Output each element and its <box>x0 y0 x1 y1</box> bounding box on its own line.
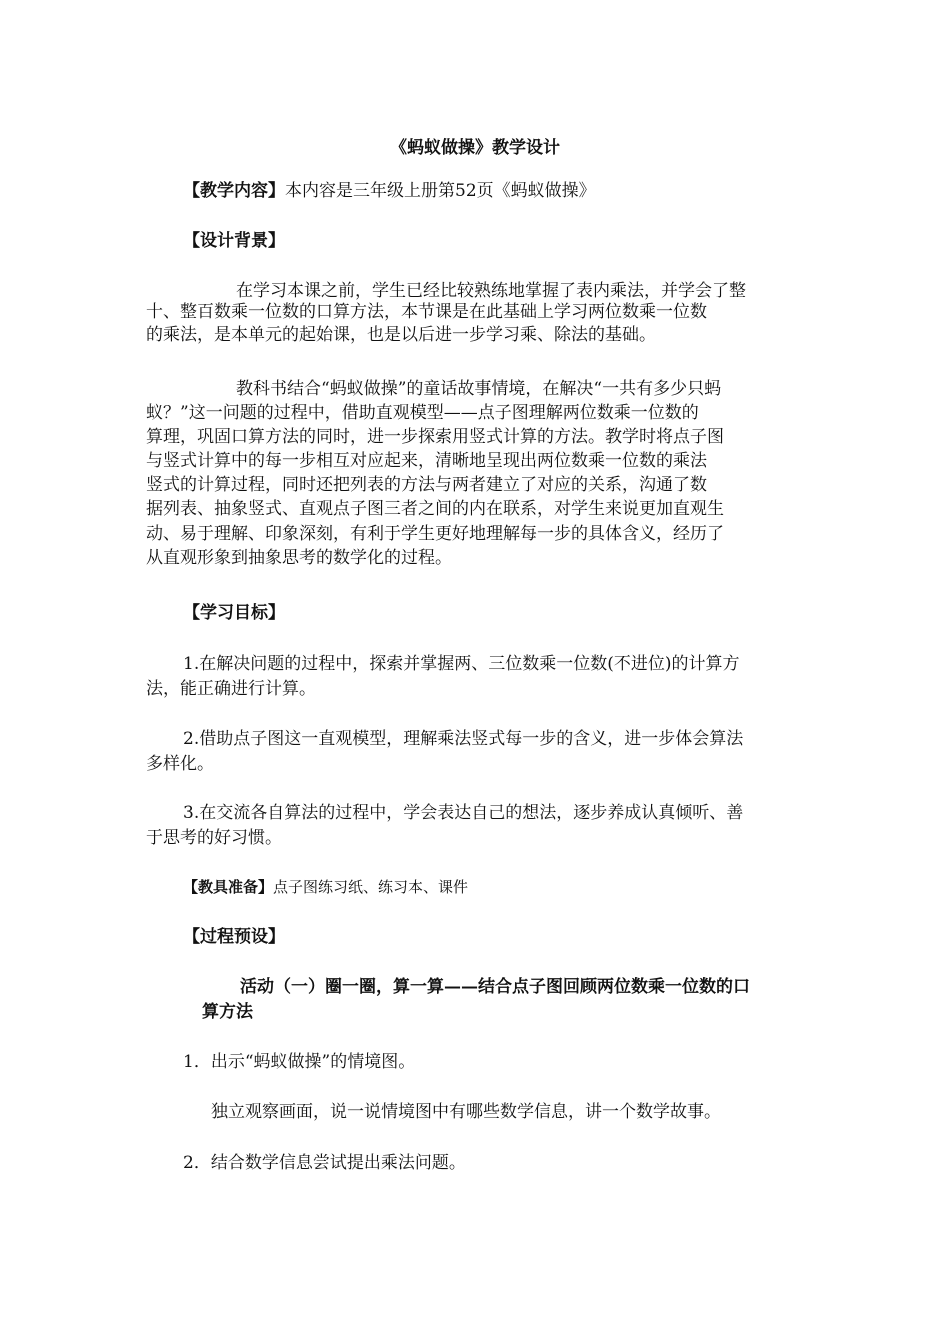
step-2: 2．结合数学信息尝试提出乘法问题。 <box>183 1153 466 1173</box>
background-p2-line-7: 动、易于理解、印象深刻，有利于学生更好地理解每一步的具体含义，经历了 <box>146 524 724 544</box>
background-p2-line-8: 从直观形象到抽象思考的数学化的过程。 <box>146 548 452 568</box>
background-p2-line-6: 据列表、抽象竖式、直观点子图三者之间的内在联系，对学生来说更加直观生 <box>146 499 724 519</box>
learning-goals-heading: 【学习目标】 <box>183 603 285 623</box>
background-p2-line-3: 算理，巩固口算方法的同时，进一步探索用竖式计算的方法。教学时将点子图 <box>146 427 724 447</box>
materials-line <box>183 874 468 901</box>
background-p1-line-1: 在学习本课之前，学生已经比较熟练地掌握了表内乘法，并学会了整 <box>236 281 746 301</box>
activity-1-heading-line-2: 算方法 <box>202 1002 253 1022</box>
process-heading: 【过程预设】 <box>183 927 285 947</box>
goal-1-line-2: 法，能正确进行计算。 <box>146 679 316 699</box>
materials-label: 【教具准备】 <box>183 878 274 896</box>
background-p2-line-1: 教科书结合“蚂蚁做操”的童话故事情境，在解决“一共有多少只蚂 <box>236 379 722 399</box>
design-background-heading: 【设计背景】 <box>183 231 285 251</box>
goal-3-line-2: 于思考的好习惯。 <box>146 828 282 848</box>
goal-1-line-1: 1.在解决问题的过程中，探索并掌握两、三位数乘一位数(不进位)的计算方 <box>183 654 740 674</box>
goal-3-line-1: 3.在交流各自算法的过程中，学会表达自己的想法，逐步养成认真倾听、善 <box>183 803 744 823</box>
goal-2-line-2: 多样化。 <box>146 754 214 774</box>
step-1-detail: 独立观察画面，说一说情境图中有哪些数学信息，讲一个数学故事。 <box>211 1102 721 1122</box>
materials-text: 点子图练习纸、练习本、课件 <box>273 878 469 896</box>
background-p1-line-3: 的乘法，是本单元的起始课，也是以后进一步学习乘、除法的基础。 <box>146 325 656 345</box>
background-p1-line-2: 十、整百数乘一位数的口算方法，本节课是在此基础上学习两位数乘一位数 <box>146 302 707 322</box>
document-title: 《蚂蚁做操》教学设计 <box>390 138 560 158</box>
background-p2-line-5: 竖式的计算过程，同时还把列表的方法与两者建立了对应的关系，沟通了数 <box>146 475 707 495</box>
teaching-content-text: 本内容是三年级上册第52页《蚂蚁做操》 <box>285 181 596 201</box>
goal-2-line-1: 2.借助点子图这一直观模型，理解乘法竖式每一步的含义，进一步体会算法 <box>183 729 744 749</box>
activity-1-heading-line-1: 活动（一）圈一圈，算一算——结合点子图回顾两位数乘一位数的口 <box>240 977 750 997</box>
background-p2-line-4: 与竖式计算中的每一步相互对应起来，清晰地呈现出两位数乘一位数的乘法 <box>146 451 707 471</box>
step-1: 1．出示“蚂蚁做操”的情境图。 <box>183 1052 416 1072</box>
teaching-content-label: 【教学内容】 <box>183 181 285 201</box>
background-p2-line-2: 蚁？”这一问题的过程中，借助直观模型——点子图理解两位数乘一位数的 <box>146 403 699 423</box>
teaching-content-line <box>183 178 596 205</box>
